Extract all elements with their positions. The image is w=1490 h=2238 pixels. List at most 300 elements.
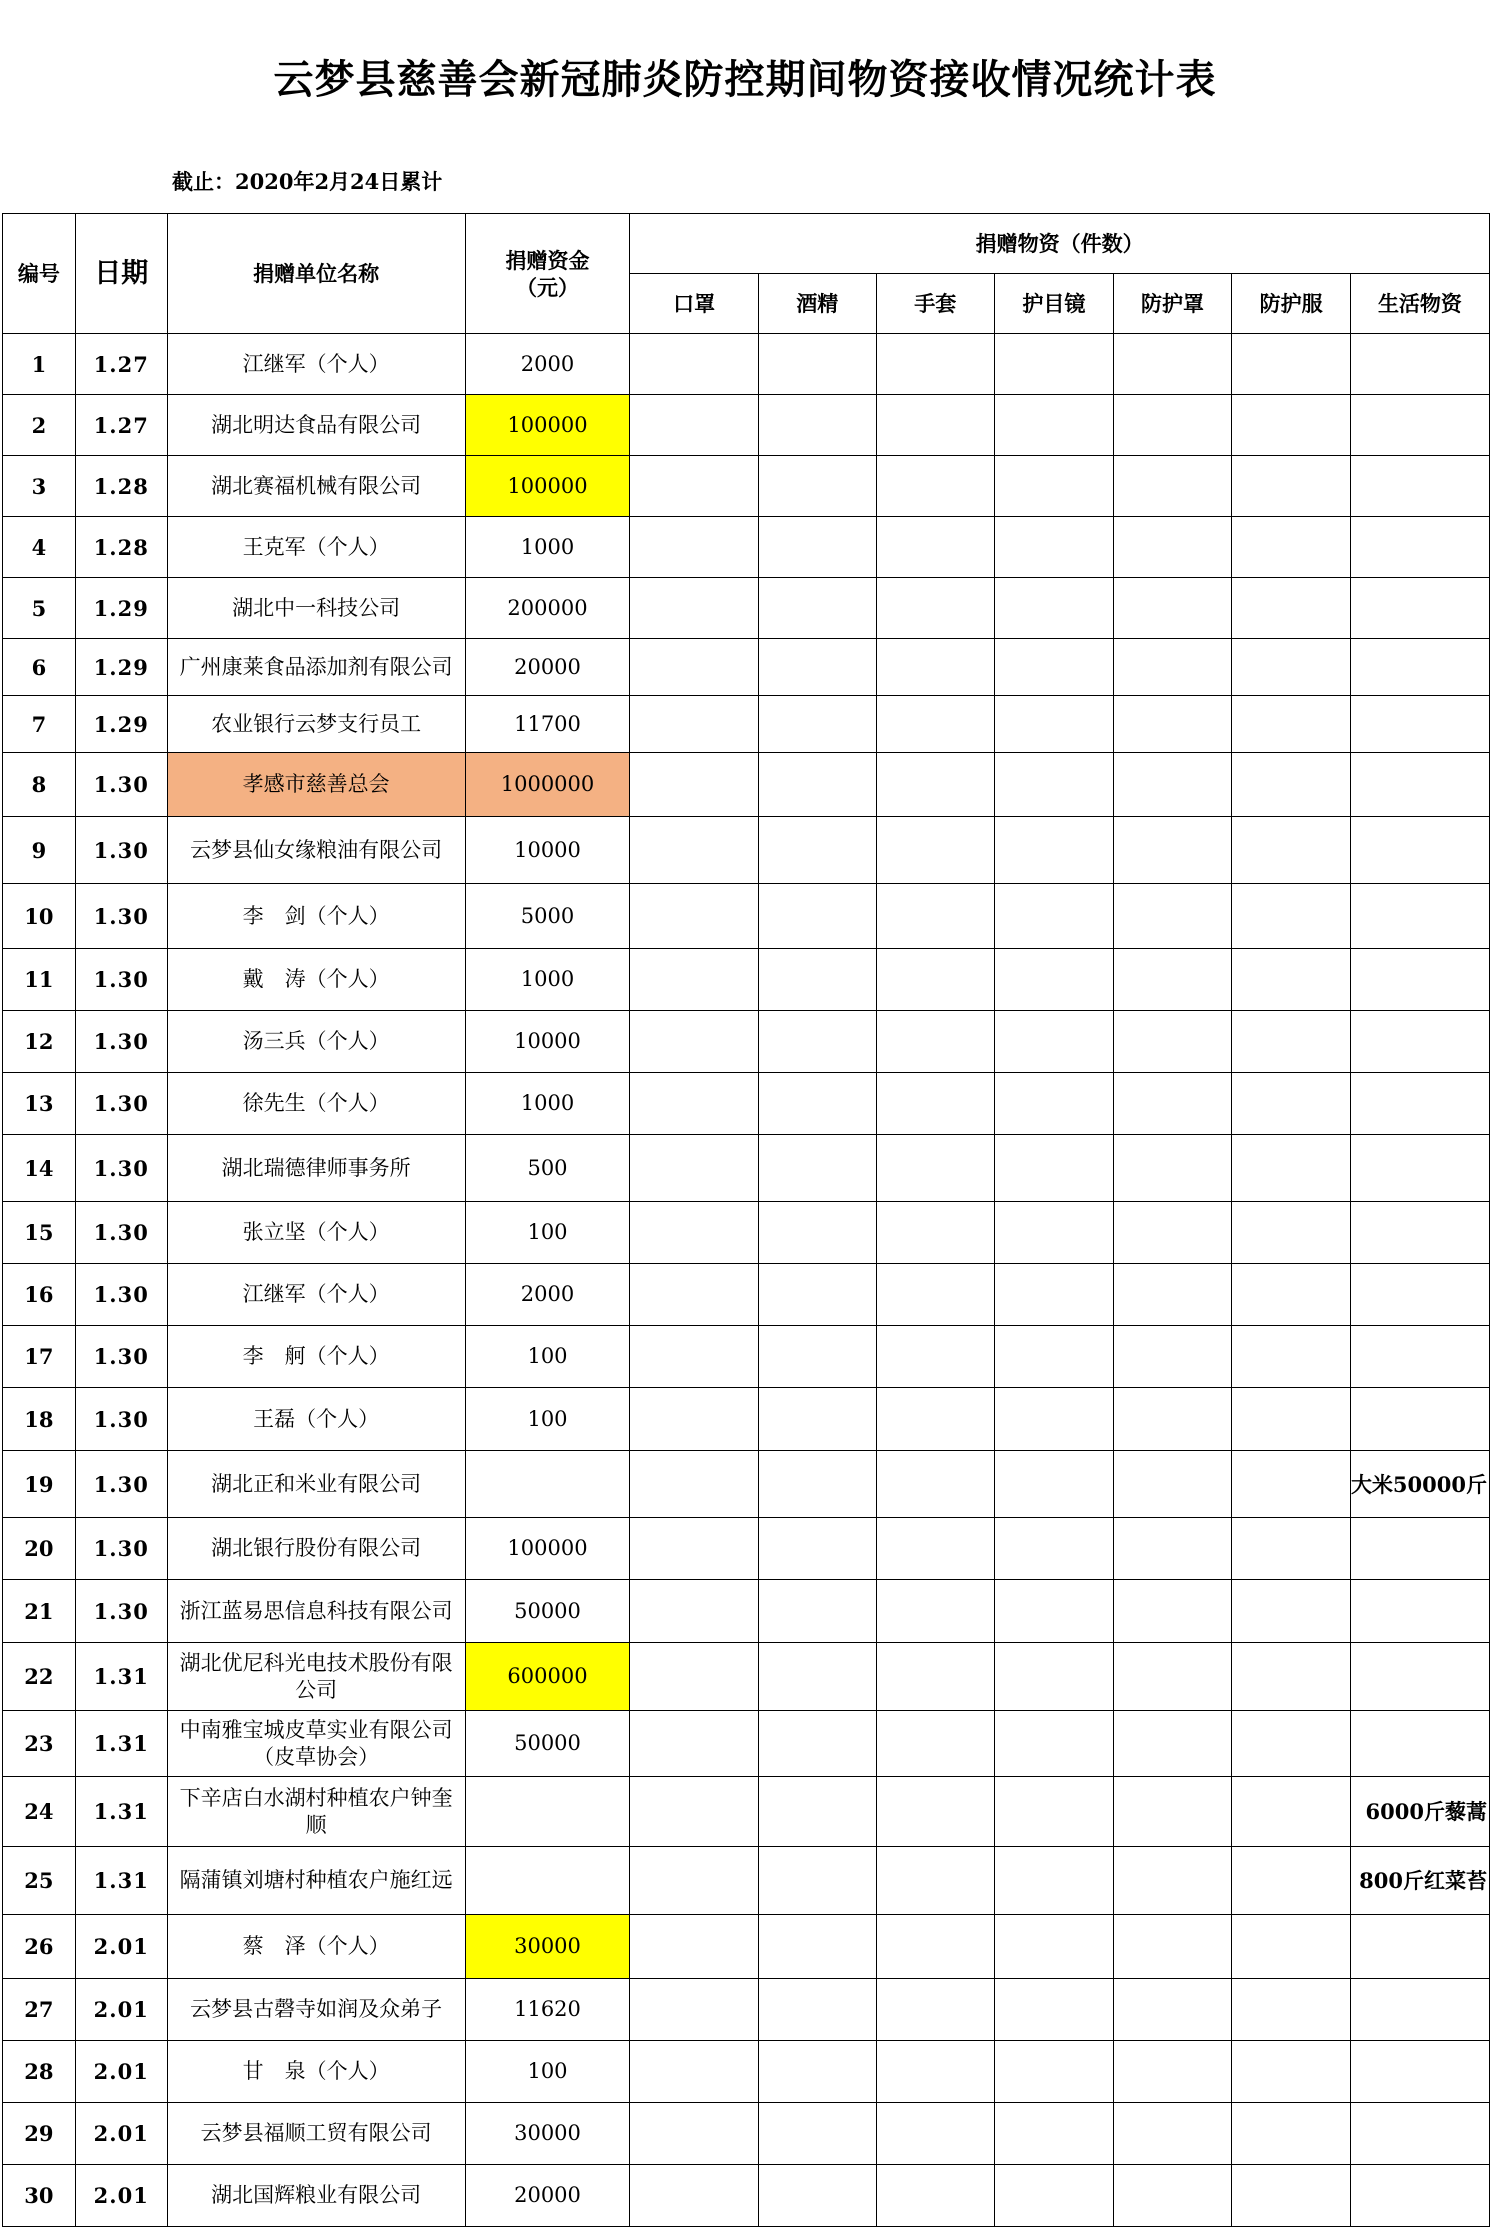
row-goods-living (1350, 949, 1489, 1011)
row-no: 20 (3, 1518, 76, 1580)
row-goods-empty (758, 1135, 876, 1202)
row-goods-living (1350, 639, 1489, 696)
row-goods-empty (758, 456, 876, 517)
row-goods-empty (995, 1073, 1114, 1135)
table-row (3, 1580, 1490, 1643)
row-goods-empty (758, 949, 876, 1011)
row-goods-empty (758, 1451, 876, 1518)
row-goods-empty (995, 1915, 1114, 1979)
row-no: 2 (3, 395, 76, 456)
row-goods-empty (995, 2041, 1114, 2103)
row-goods-empty (876, 1326, 995, 1388)
table-row (3, 817, 1490, 884)
row-goods-empty (758, 1264, 876, 1326)
row-goods-empty (876, 2103, 995, 2165)
row-goods-empty (1232, 1580, 1351, 1643)
row-goods-empty (1113, 2165, 1232, 2227)
row-date: 2.01 (75, 1915, 167, 1979)
row-goods-empty (630, 1915, 759, 1979)
row-fund: 100 (465, 1202, 630, 1264)
row-goods-empty (995, 696, 1114, 753)
row-no: 14 (3, 1135, 76, 1202)
header-fund (465, 214, 630, 334)
row-goods-empty (1113, 884, 1232, 949)
row-goods-empty (995, 1518, 1114, 1580)
row-goods-empty (630, 1451, 759, 1518)
row-goods-empty (995, 395, 1114, 456)
cutoff-date: 截止：2020年2月24日累计 (172, 169, 443, 194)
row-goods-empty (1232, 2041, 1351, 2103)
row-donor: 湖北中一科技公司 (167, 578, 465, 639)
row-goods-empty (1113, 1202, 1232, 1264)
row-donor: 云梦县古磬寺如润及众弟子 (167, 1979, 465, 2041)
row-goods-living (1350, 2103, 1489, 2165)
row-donor: 湖北国辉粮业有限公司 (167, 2165, 465, 2227)
row-goods-empty (876, 817, 995, 884)
row-goods-empty (758, 2165, 876, 2227)
row-no: 21 (3, 1580, 76, 1643)
row-goods-empty (1232, 884, 1351, 949)
row-donor: 湖北银行股份有限公司 (167, 1518, 465, 1580)
row-goods-empty (758, 1073, 876, 1135)
row-goods-empty (995, 1847, 1114, 1915)
row-no: 15 (3, 1202, 76, 1264)
row-goods-empty (1232, 456, 1351, 517)
row-goods-empty (630, 334, 759, 395)
row-goods-empty (630, 1777, 759, 1847)
row-date: 1.31 (75, 1643, 167, 1711)
table-row (3, 2165, 1490, 2227)
row-donor: 甘 泉（个人） (167, 2041, 465, 2103)
row-goods-empty (1113, 1580, 1232, 1643)
header-goods-1: 酒精 (758, 274, 876, 334)
row-donor: 王磊（个人） (167, 1388, 465, 1451)
row-goods-empty (1232, 1451, 1351, 1518)
row-date: 1.30 (75, 753, 167, 817)
table-row (3, 1326, 1490, 1388)
row-no: 17 (3, 1326, 76, 1388)
row-goods-empty (1113, 1135, 1232, 1202)
row-goods-empty (630, 949, 759, 1011)
row-goods-empty (995, 639, 1114, 696)
row-goods-empty (995, 1011, 1114, 1073)
row-goods-empty (995, 456, 1114, 517)
row-goods-empty (758, 753, 876, 817)
row-goods-living (1350, 1202, 1489, 1264)
row-goods-empty (876, 1518, 995, 1580)
row-goods-empty (758, 817, 876, 884)
row-donor: 蔡 泽（个人） (167, 1915, 465, 1979)
row-goods-empty (630, 1135, 759, 1202)
row-donor: 李 舸（个人） (167, 1326, 465, 1388)
row-donor: 徐先生（个人） (167, 1073, 465, 1135)
row-no: 11 (3, 949, 76, 1011)
row-goods-empty (630, 395, 759, 456)
row-no: 5 (3, 578, 76, 639)
row-goods-empty (876, 1643, 995, 1711)
table-row (3, 2103, 1490, 2165)
row-goods-living (1350, 456, 1489, 517)
table-row (3, 1264, 1490, 1326)
row-goods-empty (1113, 517, 1232, 578)
row-goods-empty (1232, 1326, 1351, 1388)
row-goods-empty (1232, 517, 1351, 578)
row-goods-empty (995, 1202, 1114, 1264)
row-fund: 11620 (465, 1979, 630, 2041)
row-fund: 100 (465, 2041, 630, 2103)
row-donor: 李 剑（个人） (167, 884, 465, 949)
row-goods-living (1350, 1073, 1489, 1135)
row-goods-empty (758, 2041, 876, 2103)
row-goods-empty (1232, 1643, 1351, 1711)
row-goods-living (1350, 817, 1489, 884)
row-no: 24 (3, 1777, 76, 1847)
row-date: 1.28 (75, 517, 167, 578)
row-date: 1.30 (75, 1451, 167, 1518)
row-goods-empty (876, 1915, 995, 1979)
row-goods-empty (995, 1264, 1114, 1326)
row-date: 1.30 (75, 1580, 167, 1643)
row-goods-empty (1113, 1388, 1232, 1451)
row-no: 6 (3, 639, 76, 696)
table-row (3, 1073, 1490, 1135)
row-goods-empty (630, 2041, 759, 2103)
row-fund: 30000 (465, 1915, 630, 1979)
donation-table (2, 213, 1490, 2227)
header-goods-group: 捐赠物资（件数） (630, 214, 1490, 274)
row-date: 1.27 (75, 395, 167, 456)
table-row (3, 1643, 1490, 1711)
row-donor: 张立坚（个人） (167, 1202, 465, 1264)
row-goods-empty (630, 2165, 759, 2227)
row-goods-empty (876, 884, 995, 949)
row-no: 1 (3, 334, 76, 395)
row-goods-empty (630, 1202, 759, 1264)
row-goods-empty (1232, 2165, 1351, 2227)
row-donor: 云梦县福顺工贸有限公司 (167, 2103, 465, 2165)
row-goods-empty (995, 1979, 1114, 2041)
row-goods-empty (758, 1979, 876, 2041)
header-goods-5: 防护服 (1232, 274, 1351, 334)
table-row (3, 1202, 1490, 1264)
row-date: 1.30 (75, 817, 167, 884)
row-date: 2.01 (75, 2165, 167, 2227)
row-goods-empty (758, 1847, 876, 1915)
row-goods-empty (1232, 1847, 1351, 1915)
row-goods-empty (1113, 2103, 1232, 2165)
row-no: 19 (3, 1451, 76, 1518)
row-goods-empty (630, 817, 759, 884)
row-donor: 戴 涛（个人） (167, 949, 465, 1011)
row-goods-empty (758, 578, 876, 639)
row-goods-empty (1232, 2103, 1351, 2165)
row-goods-living: 800斤红菜苔 (1350, 1847, 1489, 1915)
row-goods-living (1350, 1264, 1489, 1326)
row-goods-empty (995, 1777, 1114, 1847)
row-goods-empty (758, 2103, 876, 2165)
row-goods-empty (758, 1711, 876, 1777)
row-date: 1.30 (75, 1518, 167, 1580)
row-donor: 孝感市慈善总会 (167, 753, 465, 817)
row-goods-empty (1232, 817, 1351, 884)
table-row (3, 1915, 1490, 1979)
header-no: 编号 (3, 214, 76, 334)
table-row (3, 517, 1490, 578)
row-goods-empty (1113, 1451, 1232, 1518)
row-goods-empty (758, 517, 876, 578)
row-goods-empty (758, 395, 876, 456)
row-goods-empty (876, 639, 995, 696)
row-goods-empty (630, 1011, 759, 1073)
row-goods-empty (1113, 578, 1232, 639)
row-fund: 1000000 (465, 753, 630, 817)
row-goods-empty (630, 639, 759, 696)
row-goods-empty (876, 334, 995, 395)
row-goods-empty (876, 1777, 995, 1847)
row-goods-empty (1232, 1011, 1351, 1073)
row-date: 1.30 (75, 1264, 167, 1326)
row-fund: 600000 (465, 1643, 630, 1711)
row-goods-living (1350, 1580, 1489, 1643)
row-fund: 10000 (465, 1011, 630, 1073)
row-goods-empty (1113, 456, 1232, 517)
row-fund: 1000 (465, 517, 630, 578)
row-date: 1.30 (75, 1073, 167, 1135)
row-goods-living (1350, 696, 1489, 753)
row-date: 1.29 (75, 639, 167, 696)
row-goods-empty (1232, 753, 1351, 817)
row-fund: 1000 (465, 1073, 630, 1135)
row-goods-empty (1113, 1264, 1232, 1326)
row-goods-empty (995, 1451, 1114, 1518)
row-goods-empty (630, 517, 759, 578)
row-goods-empty (630, 1847, 759, 1915)
row-goods-empty (1232, 1202, 1351, 1264)
row-no: 3 (3, 456, 76, 517)
row-goods-empty (876, 2041, 995, 2103)
row-no: 18 (3, 1388, 76, 1451)
row-no: 22 (3, 1643, 76, 1711)
row-fund: 2000 (465, 334, 630, 395)
row-donor: 云梦县仙女缘粮油有限公司 (167, 817, 465, 884)
row-goods-empty (758, 1202, 876, 1264)
row-goods-empty (1232, 1135, 1351, 1202)
table-row (3, 1135, 1490, 1202)
row-fund: 5000 (465, 884, 630, 949)
header-goods-6: 生活物资 (1350, 274, 1489, 334)
row-fund: 500 (465, 1135, 630, 1202)
row-date: 1.31 (75, 1847, 167, 1915)
row-goods-empty (758, 1518, 876, 1580)
row-fund: 100 (465, 1388, 630, 1451)
table-row (3, 696, 1490, 753)
row-goods-empty (1113, 1326, 1232, 1388)
row-no: 12 (3, 1011, 76, 1073)
row-goods-empty (630, 1264, 759, 1326)
row-goods-empty (630, 1388, 759, 1451)
row-goods-empty (630, 1326, 759, 1388)
row-goods-empty (1113, 395, 1232, 456)
row-goods-empty (1232, 1711, 1351, 1777)
row-goods-empty (1113, 817, 1232, 884)
row-goods-empty (1232, 1979, 1351, 2041)
row-no: 29 (3, 2103, 76, 2165)
row-goods-empty (995, 1580, 1114, 1643)
table-row (3, 1777, 1490, 1847)
table-row (3, 1518, 1490, 1580)
row-goods-empty (630, 578, 759, 639)
row-fund: 20000 (465, 639, 630, 696)
row-goods-empty (876, 395, 995, 456)
row-goods-living (1350, 2165, 1489, 2227)
row-donor: 农业银行云梦支行员工 (167, 696, 465, 753)
row-goods-living (1350, 1135, 1489, 1202)
table-row (3, 884, 1490, 949)
row-fund: 10000 (465, 817, 630, 884)
row-donor: 江继军（个人） (167, 1264, 465, 1326)
row-goods-living: 6000斤藜蒿 (1350, 1777, 1489, 1847)
row-goods-empty (995, 1643, 1114, 1711)
row-date: 1.30 (75, 949, 167, 1011)
row-fund: 100000 (465, 456, 630, 517)
table-row (3, 1979, 1490, 2041)
row-donor: 湖北瑞德律师事务所 (167, 1135, 465, 1202)
row-date: 1.30 (75, 1135, 167, 1202)
row-no: 16 (3, 1264, 76, 1326)
row-no: 4 (3, 517, 76, 578)
row-donor: 湖北赛福机械有限公司 (167, 456, 465, 517)
row-donor: 王克军（个人） (167, 517, 465, 578)
row-goods-empty (630, 884, 759, 949)
row-goods-empty (995, 578, 1114, 639)
row-goods-living (1350, 1326, 1489, 1388)
row-goods-empty (995, 1711, 1114, 1777)
row-goods-empty (758, 1011, 876, 1073)
row-goods-empty (1232, 1073, 1351, 1135)
row-donor: 隔蒲镇刘塘村种植农户施红远 (167, 1847, 465, 1915)
row-date: 1.30 (75, 1011, 167, 1073)
row-goods-empty (876, 1073, 995, 1135)
row-no: 10 (3, 884, 76, 949)
row-donor: 中南雅宝城皮草实业有限公司（皮草协会） (167, 1711, 465, 1777)
row-donor: 广州康莱食品添加剂有限公司 (167, 639, 465, 696)
row-date: 1.29 (75, 578, 167, 639)
row-goods-empty (1232, 1388, 1351, 1451)
row-goods-empty (995, 753, 1114, 817)
row-goods-empty (630, 456, 759, 517)
row-goods-empty (876, 1979, 995, 2041)
row-goods-living (1350, 1518, 1489, 1580)
row-goods-empty (876, 949, 995, 1011)
row-date: 1.27 (75, 334, 167, 395)
row-goods-empty (995, 817, 1114, 884)
row-goods-empty (1232, 1915, 1351, 1979)
row-goods-empty (1113, 639, 1232, 696)
row-goods-living (1350, 395, 1489, 456)
row-goods-empty (876, 517, 995, 578)
header-goods-4: 防护罩 (1113, 274, 1232, 334)
row-goods-empty (758, 696, 876, 753)
row-goods-empty (630, 2103, 759, 2165)
row-goods-empty (1232, 1777, 1351, 1847)
row-donor: 湖北优尼科光电技术股份有限公司 (167, 1643, 465, 1711)
row-fund: 20000 (465, 2165, 630, 2227)
row-fund: 200000 (465, 578, 630, 639)
row-date: 2.01 (75, 2103, 167, 2165)
table-row (3, 1847, 1490, 1915)
header-donor: 捐赠单位名称 (167, 214, 465, 334)
row-donor: 浙江蓝易思信息科技有限公司 (167, 1580, 465, 1643)
row-donor: 下辛店白水湖村种植农户钟奎顺 (167, 1777, 465, 1847)
row-goods-empty (876, 696, 995, 753)
row-fund (465, 1777, 630, 1847)
row-no: 27 (3, 1979, 76, 2041)
row-goods-empty (630, 1580, 759, 1643)
row-goods-empty (876, 1711, 995, 1777)
row-goods-empty (1232, 395, 1351, 456)
row-goods-living (1350, 517, 1489, 578)
row-no: 9 (3, 817, 76, 884)
row-goods-empty (758, 1326, 876, 1388)
row-goods-living (1350, 334, 1489, 395)
row-date: 1.30 (75, 1388, 167, 1451)
row-goods-empty (1232, 696, 1351, 753)
row-no: 8 (3, 753, 76, 817)
row-goods-empty (1232, 639, 1351, 696)
row-goods-empty (1232, 949, 1351, 1011)
row-goods-empty (876, 1202, 995, 1264)
row-fund: 1000 (465, 949, 630, 1011)
row-goods-empty (758, 1777, 876, 1847)
row-no: 13 (3, 1073, 76, 1135)
row-goods-empty (630, 696, 759, 753)
row-goods-empty (1113, 1643, 1232, 1711)
table-row (3, 456, 1490, 517)
row-date: 1.30 (75, 884, 167, 949)
row-goods-living (1350, 1643, 1489, 1711)
row-goods-empty (630, 1979, 759, 2041)
row-goods-empty (995, 2103, 1114, 2165)
row-donor: 汤三兵（个人） (167, 1011, 465, 1073)
row-goods-empty (876, 578, 995, 639)
row-fund: 100000 (465, 1518, 630, 1580)
row-donor: 湖北明达食品有限公司 (167, 395, 465, 456)
table-row (3, 753, 1490, 817)
table-row (3, 334, 1490, 395)
row-goods-empty (630, 1073, 759, 1135)
row-goods-empty (1113, 1073, 1232, 1135)
row-goods-empty (1113, 1011, 1232, 1073)
header-goods-3: 护目镜 (995, 274, 1114, 334)
header-fund-label: 捐赠资金（元） (505, 247, 590, 300)
row-no: 23 (3, 1711, 76, 1777)
row-goods-empty (1113, 2041, 1232, 2103)
row-goods-empty (876, 1264, 995, 1326)
header-goods-2: 手套 (876, 274, 995, 334)
row-no: 28 (3, 2041, 76, 2103)
row-goods-empty (758, 1643, 876, 1711)
row-date: 2.01 (75, 1979, 167, 2041)
row-goods-empty (876, 1451, 995, 1518)
table-row (3, 578, 1490, 639)
row-no: 26 (3, 1915, 76, 1979)
row-goods-empty (1232, 1264, 1351, 1326)
table-row (3, 1451, 1490, 1518)
row-goods-empty (630, 1518, 759, 1580)
row-goods-empty (1232, 334, 1351, 395)
row-fund: 2000 (465, 1264, 630, 1326)
row-goods-empty (758, 334, 876, 395)
